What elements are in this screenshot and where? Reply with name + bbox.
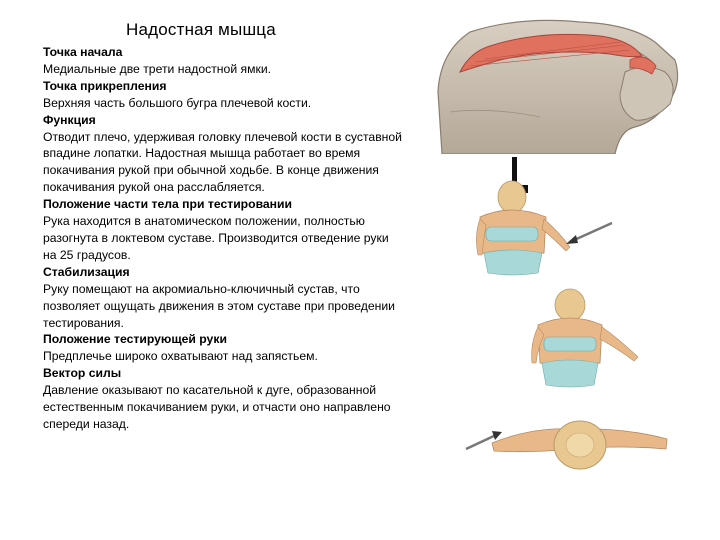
section-body-force-vector: Давление оказывают по касательной к дуге, образованной естественным покачиванием руки, и отчасти оно направлено спереди назад.: [43, 383, 391, 431]
section-heading-origin: Точка начала: [43, 45, 123, 59]
section-heading-position: Положение части тела при тестировании: [43, 197, 293, 212]
test-abducted-illustration: [520, 285, 660, 400]
section-body-stabilization: Руку помещают на акромиально-ключичный сустав, что позволяет ощущать движения в этом суставе при проведении тестирования.: [43, 281, 395, 330]
description-text: [43, 44, 403, 433]
shoulder-anatomy-illustration: [430, 12, 692, 154]
section-heading-stabilization: Стабилизация: [43, 264, 130, 279]
section-body-function: Отводит плечо, удерживая головку плечевой кости в суставной впадине лопатки. Надостная мышца работает во время покачивания рукой при обычной ходьбе. В конце движения покачивания рукой она расслабляется.: [43, 129, 402, 195]
test-posterior-illustration: [470, 155, 620, 277]
page-title: Надостная мышца: [126, 20, 276, 39]
section-heading-function: Функция: [43, 112, 96, 127]
section-heading-hand-position: Положение тестирующей руки: [43, 332, 227, 347]
section-body-hand-position: Предплечье широко охватывают над запястьем.: [43, 349, 318, 364]
section-body-insertion: Верхняя часть большого бугра плечевой кости.: [43, 95, 312, 110]
section-body-position: Рука находится в анатомическом положении, полностью разогнута в локтевом суставе. Производится отведение руки на 25 градусов.: [43, 214, 389, 262]
section-body-origin: Медиальные две трети надостной ямки.: [43, 61, 272, 76]
test-superior-illustration: [462, 405, 682, 475]
section-heading-force-vector: Вектор силы: [43, 366, 122, 381]
section-heading-insertion: Точка прикрепления: [43, 78, 167, 93]
